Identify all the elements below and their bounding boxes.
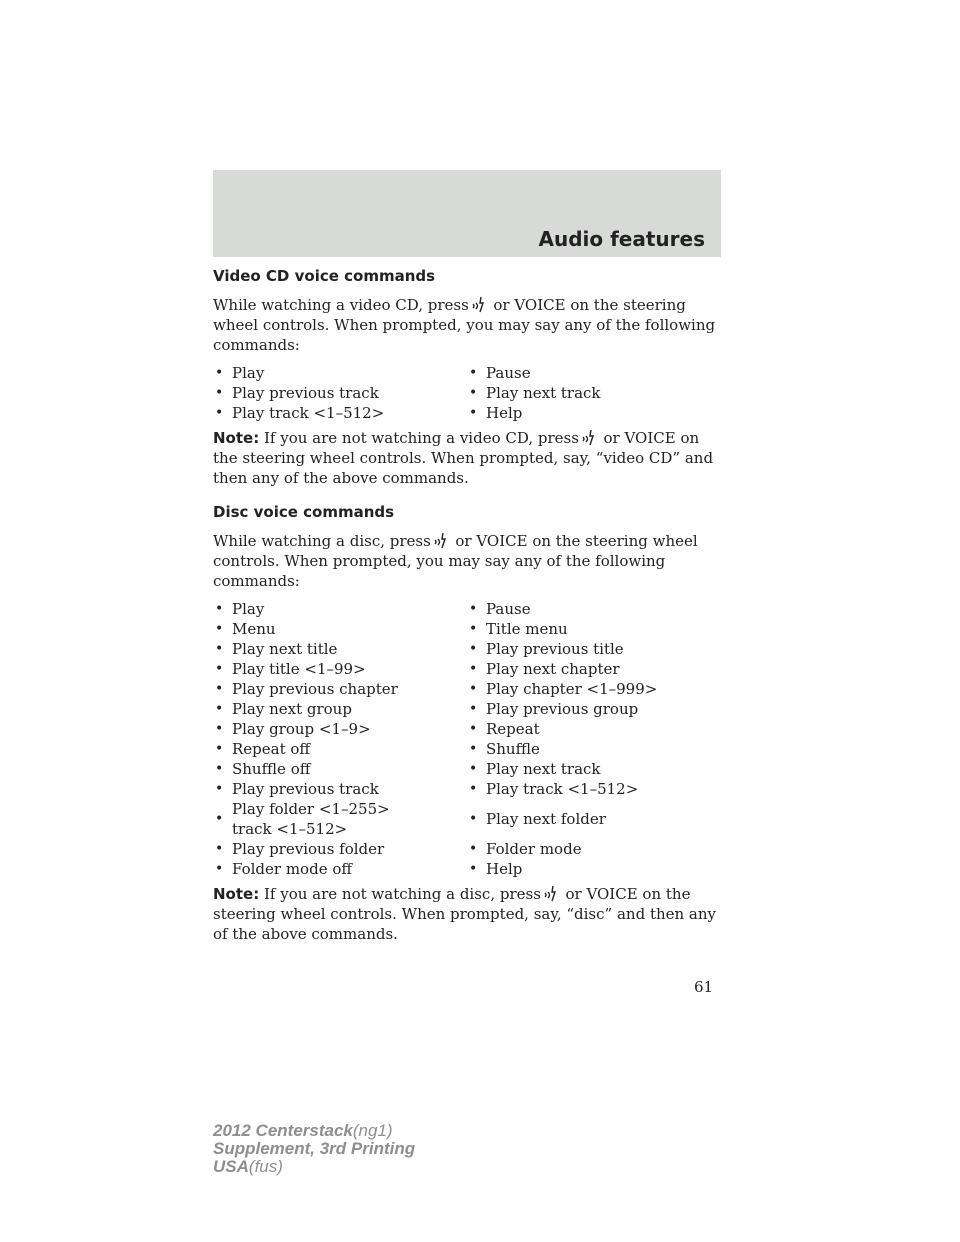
bullet: • (469, 641, 478, 657)
list-item (467, 599, 723, 619)
command-text: Shuffle off (232, 760, 311, 778)
video-cd-intro-before: While watching a video CD, press (213, 296, 469, 314)
video-cd-note-before: If you are not watching a video CD, press (263, 429, 579, 447)
video-cd-note (213, 427, 723, 488)
list-item (213, 679, 467, 699)
command-text: Play (232, 364, 265, 382)
command-text: Pause (486, 600, 531, 618)
list-item (213, 759, 467, 779)
voice-icon (544, 883, 558, 903)
bullet: • (215, 601, 224, 617)
disc-section (213, 502, 723, 944)
video-cd-intro (213, 294, 723, 355)
footer-region-code: (fus) (248, 1157, 283, 1176)
command-text: Play next folder (486, 810, 606, 828)
command-text: Play (232, 600, 265, 618)
command-text: Play previous chapter (232, 680, 398, 698)
list-item (467, 679, 723, 699)
list-item (213, 719, 467, 739)
bullet: • (469, 741, 478, 757)
list-item (467, 759, 723, 779)
bullet: • (215, 741, 224, 757)
disc-heading: Disc voice commands (213, 503, 395, 521)
disc-note (213, 883, 723, 944)
bullet: • (469, 861, 478, 877)
video-cd-command-list (213, 363, 723, 423)
bullet: • (469, 365, 478, 381)
footer-code: (ng1) (352, 1121, 393, 1140)
command-text: Play group <1–9> (232, 720, 371, 738)
bullet: • (215, 861, 224, 877)
header-band (213, 170, 721, 257)
list-item (467, 619, 723, 639)
command-text: Play next track (486, 384, 601, 402)
list-item (213, 839, 467, 859)
footer-region: USA (213, 1157, 249, 1176)
list-item (467, 699, 723, 719)
bullet: • (215, 405, 224, 421)
disc-intro (213, 530, 723, 591)
disc-intro-after: or VOICE on the steering wheel controls. When prompted, you may say any of the following commands: (213, 532, 698, 590)
footer (213, 1122, 415, 1176)
disc-command-list (213, 599, 723, 879)
bullet: • (469, 701, 478, 717)
command-text: Play previous title (486, 640, 624, 658)
list-item (213, 599, 467, 619)
footer-line-3 (213, 1158, 415, 1176)
video-cd-intro-after: or VOICE on the steering wheel controls. When prompted, you may say any of the following commands: (213, 296, 716, 354)
bullet: • (215, 681, 224, 697)
disc-intro-before: While watching a disc, press (213, 532, 431, 550)
command-text: Play previous track (232, 780, 379, 798)
bullet: • (469, 621, 478, 637)
command-text: Play next track (486, 760, 601, 778)
list-item (467, 719, 723, 739)
list-item (213, 403, 467, 423)
bullet: • (469, 811, 478, 827)
bullet: • (215, 621, 224, 637)
list-item (213, 363, 467, 383)
command-text: Help (486, 860, 523, 878)
command-text: Play track <1–512> (232, 404, 385, 422)
page-content (213, 266, 723, 952)
list-item (213, 659, 467, 679)
command-text: Play previous group (486, 700, 639, 718)
bullet: • (469, 841, 478, 857)
voice-icon (582, 427, 596, 447)
command-text: Folder mode (486, 840, 582, 858)
command-text: Help (486, 404, 523, 422)
video-cd-heading: Video CD voice commands (213, 267, 436, 285)
video-cd-section (213, 266, 723, 488)
bullet: • (215, 811, 224, 827)
command-text: Play folder <1–255> track <1–512> (232, 800, 390, 838)
bullet: • (215, 661, 224, 677)
note-label: Note: (213, 885, 260, 903)
voice-icon (472, 294, 486, 314)
list-item (467, 839, 723, 859)
list-item (213, 383, 467, 403)
bullet: • (469, 601, 478, 617)
disc-note-before: If you are not watching a disc, press (263, 885, 541, 903)
bullet: • (469, 721, 478, 737)
command-text: Play next group (232, 700, 352, 718)
bullet: • (215, 761, 224, 777)
footer-title: 2012 Centerstack (213, 1121, 353, 1140)
bullet: • (215, 641, 224, 657)
list-item (213, 639, 467, 659)
command-text: Play previous track (232, 384, 379, 402)
list-item (213, 779, 467, 799)
page-number: 61 (694, 978, 714, 996)
command-text: Play title <1–99> (232, 660, 366, 678)
bullet: • (215, 841, 224, 857)
list-item (467, 363, 723, 383)
command-text: Shuffle (486, 740, 540, 758)
bullet: • (469, 661, 478, 677)
bullet: • (469, 781, 478, 797)
list-item (467, 859, 723, 879)
list-item (467, 799, 723, 839)
command-text: Play chapter <1–999> (486, 680, 658, 698)
list-item (213, 619, 467, 639)
bullet: • (469, 761, 478, 777)
bullet: • (215, 781, 224, 797)
bullet: • (215, 721, 224, 737)
command-text: Repeat off (232, 740, 311, 758)
bullet: • (215, 701, 224, 717)
list-item (467, 383, 723, 403)
disc-note-after: or VOICE on the steering wheel controls. When prompted, say, “disc” and then any of the above commands. (213, 885, 717, 943)
command-text: Play next title (232, 640, 338, 658)
list-item (213, 739, 467, 759)
footer-line-1 (213, 1122, 415, 1140)
list-item (467, 779, 723, 799)
command-text: Menu (232, 620, 276, 638)
list-item (213, 699, 467, 719)
note-label: Note: (213, 429, 260, 447)
command-text: Play track <1–512> (486, 780, 639, 798)
bullet: • (469, 405, 478, 421)
command-text: Folder mode off (232, 860, 353, 878)
list-item (467, 739, 723, 759)
command-text: Repeat (486, 720, 540, 738)
list-item (467, 403, 723, 423)
list-item (213, 859, 467, 879)
footer-line-2: Supplement, 3rd Printing (213, 1139, 416, 1158)
command-text: Title menu (486, 620, 568, 638)
video-cd-note-after: or VOICE on the steering wheel controls. When prompted, say, “video CD” and then any of the above commands. (213, 429, 714, 487)
bullet: • (469, 681, 478, 697)
voice-icon (434, 530, 448, 550)
list-item (467, 639, 723, 659)
bullet: • (469, 385, 478, 401)
list-item (213, 799, 467, 839)
command-text: Pause (486, 364, 531, 382)
section-title: Audio features (538, 227, 705, 251)
bullet: • (215, 365, 224, 381)
list-item (467, 659, 723, 679)
command-text: Play next chapter (486, 660, 620, 678)
command-text: Play previous folder (232, 840, 385, 858)
bullet: • (215, 385, 224, 401)
